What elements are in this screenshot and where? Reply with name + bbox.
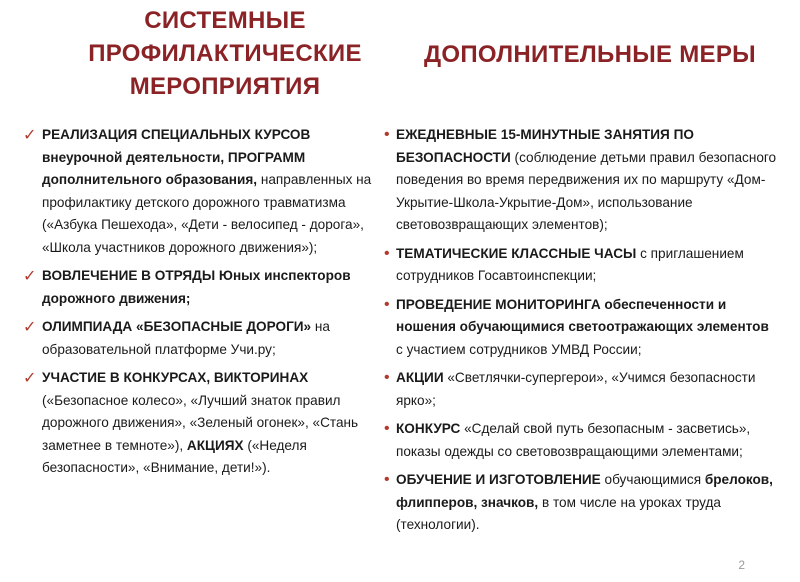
item-bold-text: брелоков, флипперов, значков, (396, 472, 773, 510)
right-measures-list (382, 124, 777, 543)
list-item (22, 316, 382, 361)
item-text: обучающимися (600, 472, 705, 487)
item-bold-text: АКЦИЯХ (186, 437, 244, 453)
list-item (382, 294, 777, 362)
item-text: «Сделай свой путь безопасным - засветись», показы одежды со световозвращающими элементами; (396, 421, 751, 459)
right-column-heading: ДОПОЛНИТЕЛЬНЫЕ МЕРЫ (424, 41, 756, 68)
item-bold-text: РЕАЛИЗАЦИЯ СПЕЦИАЛЬНЫХ КУРСОВ внеурочной деятельности, ПРОГРАММ дополнительного образования, (42, 127, 311, 187)
item-bold-text: ОБУЧЕНИЕ И ИЗГОТОВЛЕНИЕ (396, 472, 601, 487)
item-text: («Безопасное колесо», «Лучший знаток правил дорожного движения», «Зеленый огонек», «Стань заметнее в темноте»), (42, 392, 359, 453)
item-bold-text: ВОВЛЕЧЕНИЕ В ОТРЯДЫ Юных инспекторов дорожного движения; (42, 268, 351, 306)
item-text: с приглашением сотрудников Госавтоинспекции; (396, 245, 744, 283)
list-item (382, 418, 777, 463)
left-measures-list (22, 124, 382, 486)
item-text: на образовательной платформе Учи.ру; (42, 319, 330, 357)
heading-line: ПРОФИЛАКТИЧЕСКИЕ (88, 40, 362, 67)
list-item (382, 469, 777, 537)
item-text: «Светлячки-супергерои», «Учимся безопасности ярко»; (396, 370, 756, 408)
list-item (382, 367, 777, 412)
bullet-dot-icon: • (384, 471, 390, 488)
bullet-dot-icon: • (384, 420, 390, 437)
item-text: (соблюдение детьми правил безопасного поведения во время передвижения их по маршруту «Дом-Укрытие-Школа-Укрытие-Дом», использование световозвращающих элементов); (396, 149, 777, 232)
bullet-dot-icon: • (384, 126, 390, 143)
heading-line: МЕРОПРИЯТИЯ (129, 73, 321, 100)
heading-line: СИСТЕМНЫЕ (144, 7, 306, 34)
page-number: 2 (738, 558, 745, 572)
item-text: в том числе на уроках труда (технологии). (396, 494, 721, 532)
item-bold-text: ТЕМАТИЧЕСКИЕ КЛАССНЫЕ ЧАСЫ (396, 245, 637, 261)
item-bold-text: ОЛИМПИАДА «БЕЗОПАСНЫЕ ДОРОГИ» (42, 319, 312, 334)
bullet-dot-icon: • (384, 244, 390, 262)
checkmark-icon: ✓ (23, 370, 37, 387)
item-text: («Неделя безопасности», «Внимание, дети!»). (42, 437, 307, 475)
item-text: направленных на профилактику детского дорожного травматизма («Азбука Пешехода», «Дети - велосипед - дорога», «Школа участников дорожного движения»); (42, 172, 372, 255)
list-item (22, 124, 382, 259)
item-bold-text: ПРОВЕДЕНИЕ МОНИТОРИНГА обеспеченности и ношения обучающимися светоотражающих элементов (396, 296, 769, 334)
checkmark-icon: ✓ (23, 268, 37, 285)
item-bold-text: КОНКУРС (396, 421, 461, 436)
list-item (382, 243, 777, 288)
list-item (22, 265, 382, 310)
checkmark-icon: ✓ (23, 319, 37, 336)
item-text: с участием сотрудников УМВД России; (396, 341, 642, 357)
item-bold-text: ЕЖЕДНЕВНЫЕ 15-МИНУТНЫЕ ЗАНЯТИЯ ПО БЕЗОПАСНОСТИ (396, 127, 694, 165)
list-item (22, 367, 382, 480)
bullet-dot-icon: • (384, 295, 390, 313)
bullet-dot-icon: • (384, 369, 390, 386)
left-column-heading (40, 4, 410, 103)
list-item (382, 124, 777, 237)
checkmark-icon: ✓ (23, 127, 37, 144)
item-bold-text: АКЦИИ (396, 370, 444, 385)
item-bold-text: УЧАСТИЕ В КОНКУРСАХ, ВИКТОРИНАХ (42, 370, 309, 385)
